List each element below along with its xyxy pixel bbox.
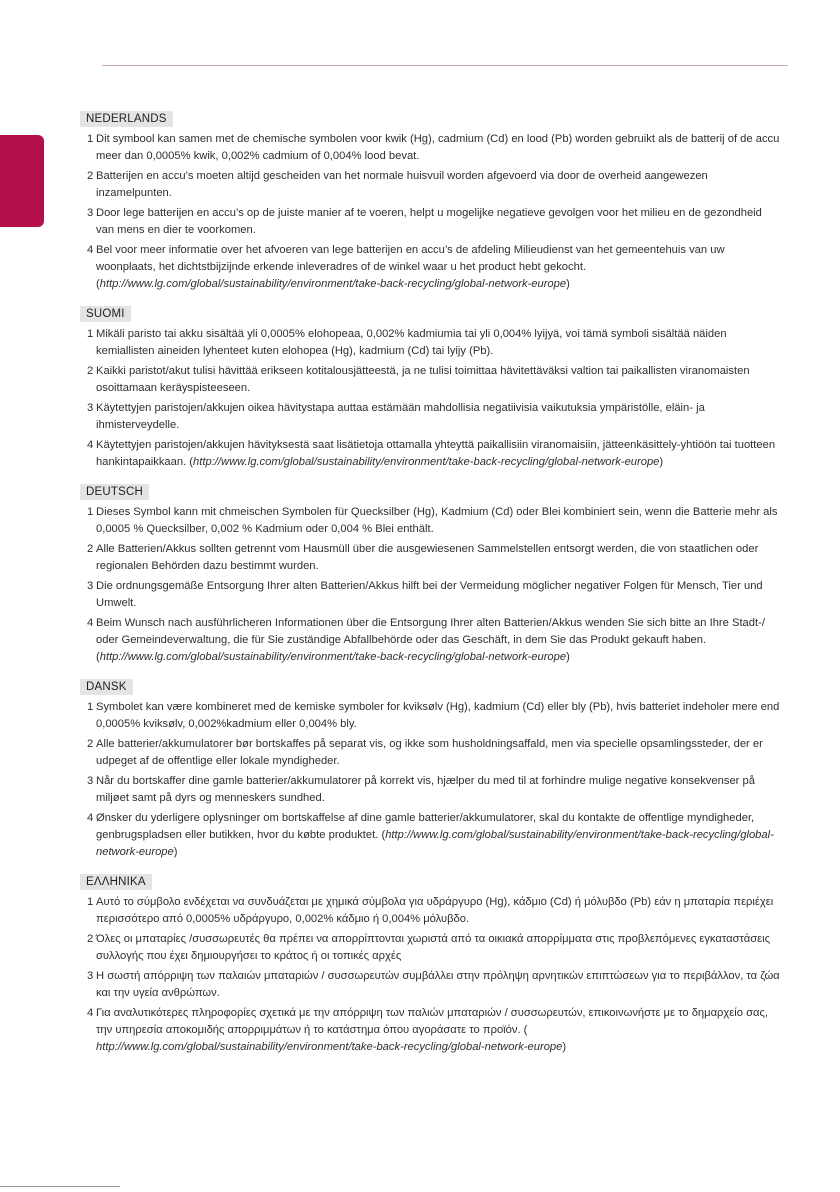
section-nederlands — [80, 109, 780, 293]
list-item: 4 Για αναλυτικότερες πληροφορίες σχετικά με την απόρριψη των παλιών μπαταριών / συσσωρευτών, επικοινωνήστε με το δημαρχείο σας, την υπηρεσία αποκομιδής απορριμμάτων ή το κατάστημα όπου αγοράσατε το προϊόν. ( http://www.lg.com/global/sustainability/environment/take-back-recycling/global-network-europe) — [87, 1007, 768, 1053]
section-dansk — [80, 677, 780, 861]
list-item: 2 Alle Batterien/Akkus sollten getrennt vom Hausmüll über die ausgewiesenen Sammelstellen entsorgt werden, die von staatlichen oder regionalen Behörden dazu bestimmt wurden. — [87, 543, 759, 572]
list-item: 1 Dit symbool kan samen met de chemische symbolen voor kwik (Hg), cadmium (Cd) en lood (Pb) worden gebruikt als de batterij of de accu meer dan 0,0005% kwik, 0,002% cadmium of 0,004% lood bevat. — [87, 133, 780, 162]
list-item: 3 Door lege batterijen en accu’s op de juiste manier af te voeren, helpt u mogelijke negatieve gevolgen voor het milieu en de gezondheid van mens en dier te voorkomen. — [87, 207, 762, 236]
list-item: 3 Når du bortskaffer dine gamle batterier/akkumulatorer på korrekt vis, hjælper du med til at forhindre mulige negative konsekvenser på miljøet samt på dyrs og menneskers sundhed. — [87, 775, 755, 804]
list-item: 2 Kaikki paristot/akut tulisi hävittää erikseen kotitalousjätteestä, ja ne tulisi toimittaa hävitettäväksi valtion tai paikallisten viranomaisten osoittamaan keräyspisteeseen. — [87, 365, 750, 394]
section-suomi — [80, 304, 780, 471]
url-link[interactable]: http://www.lg.com/global/sustainability/environment/take-back-recycling/global-network-europe — [193, 456, 660, 468]
url-link[interactable]: http://www.lg.com/global/sustainability/environment/take-back-recycling/global-network-europe — [96, 829, 774, 858]
list-item: 4 Käytettyjen paristojen/akkujen hävityksestä saat lisätietoja ottamalla yhteyttä paikallisiin viranomaisiin, jätteenkäsittely-yhtiöön tai tuotteen hankintapaikkaan. (http://www.lg.com/global/sustainability/environment/take-back-recycling/global-network-europe) — [87, 439, 776, 468]
list-item: 1 Symbolet kan være kombineret med de kemiske symboler for kviksølv (Hg), kadmium (Cd) eller bly (Pb), hvis batteriet indeholer mere end 0,0005% kviksølv, 0,002%kadmium eller 0,004% bly. — [87, 701, 780, 730]
language-side-tab — [0, 135, 44, 227]
list-item: 2 Batterijen en accu’s moeten altijd gescheiden van het normale huisvuil worden afgevoerd via door de overheid aangewezen inzamelpunten. — [87, 170, 708, 199]
document-body — [80, 109, 780, 1067]
section-heading: DANSK — [80, 679, 133, 695]
url-link[interactable]: http://www.lg.com/global/sustainability/environment/take-back-recycling/global-network-europe — [99, 651, 567, 663]
section-heading: NEDERLANDS — [80, 111, 173, 127]
footer-rule — [0, 1186, 120, 1187]
list-item: 4 Beim Wunsch nach ausführlicheren Informationen über die Entsorgung Ihrer alten Batterien/Akkus wenden Sie sich bitte an Ihre Stadt-/ oder Gemeindeverwaltung, die für Sie zuständige Abfallbehörde oder das Geschäft, in dem Sie das Produkt gekauft haben. (http://www.lg.com/global/sustainability/environment/take-back-recycling/global-network-europe) — [87, 617, 765, 663]
list-item: 3 Die ordnungsgemäße Entsorgung Ihrer alten Batterien/Akkus hilft bei der Vermeidung möglicher negativer Folgen für Mensch, Tier und Umwelt. — [87, 580, 763, 609]
list-item: 2 Alle batterier/akkumulatorer bør bortskaffes på separat vis, og ikke som husholdningsaffald, men via specielle opsamlingssteder, der er udpeget af de offentlige eller lokale myndigheder. — [87, 738, 763, 767]
list-item: 3 Η σωστή απόρριψη των παλαιών μπαταριών / συσσωρευτών συμβάλλει στην πρόληψη αρνητικών επιπτώσεων για το περιβάλλον, τα ζώα και την υγεία ανθρώπων. — [87, 970, 780, 999]
section-ellinika — [80, 872, 780, 1056]
url-link[interactable]: http://www.lg.com/global/sustainability/environment/take-back-recycling/global-network-europe — [99, 278, 567, 290]
url-link[interactable]: http://www.lg.com/global/sustainability/environment/take-back-recycling/global-network-europe — [96, 1041, 563, 1053]
section-deutsch — [80, 482, 780, 666]
section-heading: SUOMI — [80, 306, 131, 322]
list-item: 2 Όλες οι μπαταρίες /συσσωρευτές θα πρέπει να απορρίπτονται χωριστά από τα οικιακά απορρίμματα στις προβλεπόμενες εγκαταστάσεις συλλογής που έχει δημιουργήσει το κράτος ή οι τοπικές αρχές — [87, 933, 770, 962]
list-item: 3 Käytettyjen paristojen/akkujen oikea hävitystapa auttaa estämään mahdollisia negatiivisia vaikutuksia ympäristölle, eläin- ja ihmisterveydelle. — [87, 402, 705, 431]
list-item: 4 Ønsker du yderligere oplysninger om bortskaffelse af dine gamle batterier/akkumulatorer, skal du kontakte de offentlige myndigheder, genbrugspladsen eller butikken, hvor du købte produktet. (http://www.lg.com/global/sustainability/environment/take-back-recycling/global-network-europe) — [87, 812, 774, 858]
list-item: 4 Bel voor meer informatie over het afvoeren van lege batterijen en accu’s de afdeling Milieudienst van het gemeentehuis van uw woonplaats, het dichtstbijzijnde erkende inleveradres of de winkel waar u het product hebt gekocht. (http://www.lg.com/global/sustainability/environment/take-back-recycling/global-network-europe) — [87, 244, 725, 290]
header-rule — [102, 65, 788, 66]
list-item: 1 Mikäli paristo tai akku sisältää yli 0,0005% elohopeaa, 0,002% kadmiumia tai yli 0,004% lyijyä, voi tämä symboli sisältää näiden kemiallisten aineiden lyhenteet kuten elohopea (Hg), kadmium (Cd) tai lyijy (Pb). — [87, 328, 727, 357]
list-item: 1 Αυτό το σύμβολο ενδέχεται να συνδυάζεται με χημικά σύμβολα για υδράργυρο (Hg), κάδμιο (Cd) ή μόλυβδο (Pb) εάν η μπαταρία περιέχει περισσότερο από 0,0005% υδράργυρο, 0,002% κάδμιο ή 0,004% μόλυβδο. — [87, 896, 774, 925]
list-item: 1 Dieses Symbol kann mit chmeischen Symbolen für Quecksilber (Hg), Kadmium (Cd) oder Blei kombiniert sein, wenn die Batterie mehr als 0,0005 % Quecksilber, 0,002 % Kadmium oder 0,004 % Blei enthält. — [87, 506, 778, 535]
section-heading: ΕΛΛΗΝΙΚΑ — [80, 874, 152, 890]
section-heading: DEUTSCH — [80, 484, 149, 500]
